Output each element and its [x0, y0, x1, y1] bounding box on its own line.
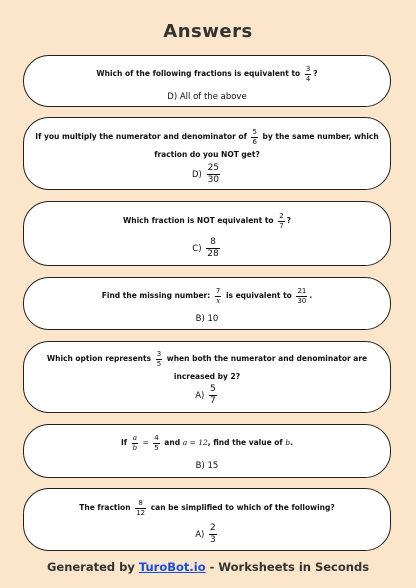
answer-6: B) 15: [195, 461, 219, 471]
question-card-1: [23, 55, 391, 107]
answer-5-fraction: $\frac{5}{7}$: [210, 384, 216, 406]
question-4-fraction-2: $\frac{21}{30}$: [297, 286, 307, 305]
question-2-fraction: $\frac{5}{6}$: [252, 127, 257, 146]
question-7-prefix: The fraction: [79, 503, 134, 512]
answer-2: [24, 164, 390, 185]
question-6-fraction-2: $\frac{4}{5}$: [154, 433, 159, 452]
answer-3-label: C): [192, 244, 202, 254]
question-3-prefix: Which fraction is NOT equivalent to: [122, 216, 277, 225]
brand-link[interactable]: TuroBot.io: [138, 560, 206, 574]
question-3-fraction: $\frac{2}{7}$: [279, 211, 284, 230]
footer: [0, 560, 416, 574]
footer-prefix: Generated by: [46, 560, 139, 574]
question-card-3: [23, 201, 391, 266]
answer-2-label: D): [191, 170, 202, 180]
question-5-fraction: $\frac{3}{5}$: [156, 349, 162, 368]
question-text-6: [34, 434, 380, 452]
question-4-suffix: .: [309, 291, 313, 300]
question-text-7: [34, 499, 380, 517]
question-4-fraction-1: $\frac{7}{x}$: [215, 286, 221, 305]
answer-3-fraction: $\frac{8}{28}$: [207, 237, 219, 259]
question-7-fraction: $\frac{8}{12}$: [136, 498, 146, 517]
answer-2-fraction: $\frac{25}{30}$: [207, 163, 220, 185]
answer-4: B) 10: [195, 314, 219, 324]
question-6-condition: a = 12: [182, 438, 208, 447]
answer-7-label: A): [195, 530, 205, 540]
page-title: Answers: [163, 21, 253, 42]
question-card-5: [23, 341, 391, 413]
question-card-4: [23, 277, 391, 330]
question-6-prefix: If: [121, 438, 130, 447]
question-6-equals: =: [140, 438, 152, 447]
answer-7: [24, 524, 390, 545]
question-3-suffix: ?: [286, 216, 292, 225]
question-1-prefix: Which of the following fractions is equivalent to: [96, 69, 303, 78]
question-text-1: [34, 65, 380, 83]
question-5-suffix: when both the numerator and denominator are increased by 2?: [164, 354, 368, 381]
question-6-suffix: .: [290, 438, 293, 447]
answer-7-fraction: $\frac{2}{3}$: [210, 523, 216, 545]
question-6-middle-2: , find the value of: [207, 438, 286, 447]
question-text-5: [34, 350, 380, 385]
question-6-middle: and: [161, 438, 183, 447]
question-4-middle: is equivalent to: [223, 291, 295, 300]
question-6-fraction-1: $\frac{a}{b}$: [132, 433, 138, 452]
question-7-suffix: can be simplified to which of the following?: [148, 503, 335, 512]
question-card-7: [23, 488, 391, 551]
question-4-prefix: Find the missing number:: [101, 291, 213, 300]
question-text-3: [34, 212, 380, 230]
answer-1: D) All of the above: [167, 92, 247, 102]
question-1-fraction: $\frac{3}{4}$: [305, 64, 311, 83]
question-card-2: [23, 117, 391, 190]
answer-3: [24, 238, 390, 259]
question-2-prefix: If you multiply the numerator and denominator of: [35, 132, 250, 141]
question-2-suffix: by the same number, which fraction do you NOT get?: [154, 132, 379, 159]
answer-5: [24, 385, 390, 406]
question-5-prefix: Which option represents: [46, 354, 154, 363]
question-card-6: [23, 424, 391, 478]
question-1-suffix: ?: [313, 69, 318, 78]
question-6-variable: b: [285, 438, 291, 447]
question-text-2: [34, 128, 380, 163]
answer-5-label: A): [195, 391, 205, 401]
footer-suffix: - Worksheets in Seconds: [205, 560, 370, 574]
question-text-4: [34, 287, 380, 305]
